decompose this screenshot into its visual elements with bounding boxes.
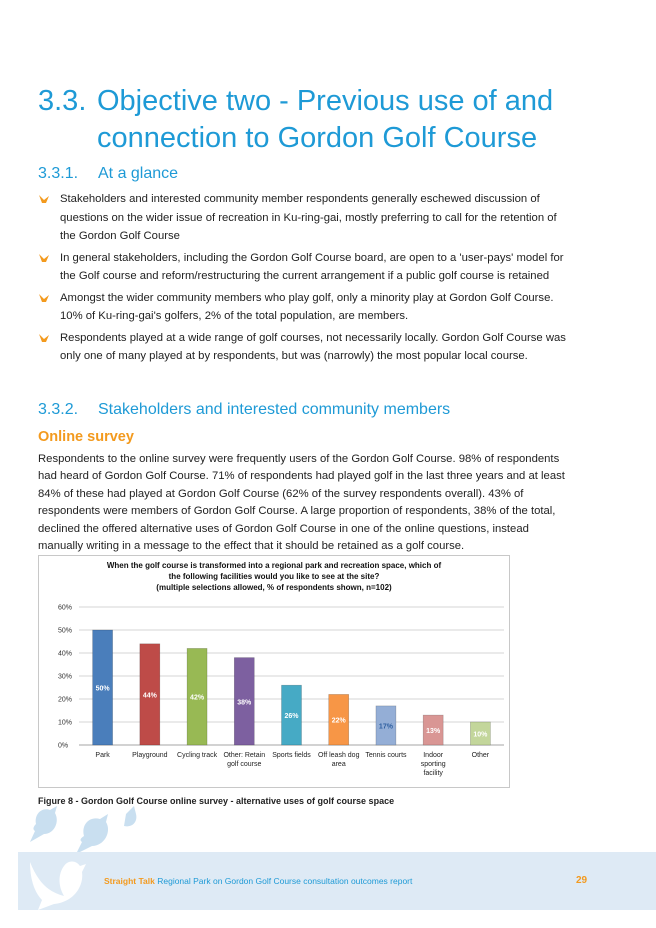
chart-x-tick-label: facility xyxy=(423,770,443,777)
chart-x-tick-label: Indoor xyxy=(423,752,444,759)
chart-y-tick-label: 0% xyxy=(58,742,69,750)
heading-line-2: connection to Gordon Golf Course xyxy=(97,122,538,154)
chart-container xyxy=(38,555,510,788)
chart-y-tick-label: 50% xyxy=(58,627,73,635)
chart-data-label: 50% xyxy=(95,685,110,693)
chart-data-label: 17% xyxy=(378,723,393,731)
chart-title xyxy=(107,561,442,592)
section-number: 3.3.1. xyxy=(38,165,79,182)
chart-bars xyxy=(93,630,491,745)
section-title: Stakeholders and interested community members xyxy=(98,401,451,418)
section-number: 3.3.2. xyxy=(38,401,79,418)
heading-number: 3.3. xyxy=(38,85,87,117)
bullet-item: Respondents played at a wide range of golf courses, not necessarily locally. Gordon Golf Course was only one of many played at by respondents, but was (narrowly) the most popular local course. xyxy=(38,329,608,366)
bullet-arrow-icon xyxy=(38,194,50,204)
figure-caption: Figure 8 - Gordon Golf Course online survey - alternative uses of golf course space xyxy=(38,796,395,806)
chart-x-tick-label: Other: Retain xyxy=(223,752,266,759)
chart-data-label: 10% xyxy=(473,731,488,739)
chart-y-tick-label: 10% xyxy=(58,719,73,727)
bullet-arrow-icon xyxy=(38,333,50,343)
section-title: At a glance xyxy=(98,165,179,182)
chart-data-label: 42% xyxy=(190,694,205,702)
page-number: 29 xyxy=(576,875,588,886)
chart-x-tick-label: Cycling track xyxy=(177,752,218,759)
chart-x-tick-label: sporting xyxy=(420,761,446,768)
chart-x-tick-label: area xyxy=(331,761,346,768)
chart-x-tick-label: Sports fields xyxy=(272,752,311,759)
chart-x-tick-label: golf course xyxy=(227,761,262,768)
chart-x-tick-label: Other xyxy=(471,752,490,759)
footer-brand: Straight Talk xyxy=(104,876,155,886)
chart-data-label: 38% xyxy=(237,699,252,707)
bullet-item: In general stakeholders, including the Gordon Golf Course board, are open to a 'user-pays' model for the Golf course and reform/restructuring the current arrangement if a public golf course is retained xyxy=(38,249,608,286)
chart-y-tick-label: 40% xyxy=(58,650,73,658)
section-heading-stakeholders xyxy=(38,401,450,419)
chart-y-axis xyxy=(58,605,72,750)
chart-data-label: 13% xyxy=(426,728,441,736)
bullet-arrow-icon xyxy=(38,253,50,263)
chart-data-label: 22% xyxy=(331,717,346,725)
bullet-arrow-icon xyxy=(38,293,50,303)
chart-x-tick-label: Tennis courts xyxy=(365,752,407,759)
bullet-item: Stakeholders and interested community member respondents generally eschewed discussion of questions on the wider issue of recreation in Ku-ring-gai, mostly preferring to call for the retention of the Gordon Golf Course xyxy=(38,190,608,246)
chart-x-tick-label: Playground xyxy=(132,752,168,759)
heading-line-1: Objective two - Previous use of and xyxy=(97,85,554,117)
body-paragraph: Respondents to the online survey were frequently users of the Gordon Golf Course. 98% of respondents had heard of Gordon Golf Course. 71% of respondents had played golf in the last three years and at least 84% of these had played at Gordon Golf Course (62% of the survey respondents overall). 43% of respondents were members of Gordon Golf Course. A large proportion of respondents, 38% of the total, declined the offered alternative uses of Gordon Golf Course in one of the online questions, instead manually writing in a message to the effect that it should be retained as a golf course. xyxy=(38,453,565,553)
footer-report-title: Regional Park on Gordon Golf Course consultation outcomes report xyxy=(154,876,413,886)
bullet-item: Amongst the wider community members who play golf, only a minority play at Gordon Golf Course. 10% of Ku-ring-gai's golfers, 2% of the total population, are members. xyxy=(38,289,608,326)
chart-x-tick-label: Off leash dog xyxy=(317,752,360,759)
chart-title-line: When the golf course is transformed into a regional park and recreation space, which of xyxy=(106,561,442,570)
subheading-online-survey: Online survey xyxy=(38,429,134,445)
chart-data-label: 44% xyxy=(142,692,157,700)
chart-title-line: (multiple selections allowed, % of respondents shown, n=102) xyxy=(156,583,392,592)
bird-decoration-icon xyxy=(24,798,144,858)
bar-chart xyxy=(39,556,509,787)
chart-y-tick-label: 60% xyxy=(58,604,73,612)
chart-y-tick-label: 20% xyxy=(58,696,73,704)
chart-x-axis xyxy=(95,752,489,777)
chart-title-line: the following facilities would you like to see at the site? xyxy=(168,572,380,581)
bullet-list xyxy=(38,190,608,369)
section-heading-at-a-glance xyxy=(38,165,178,183)
footer-bird-icon xyxy=(24,852,94,910)
chart-x-tick-label: Park xyxy=(95,752,110,759)
footer-title xyxy=(104,876,412,886)
chart-y-tick-label: 30% xyxy=(58,673,73,681)
chart-data-label: 26% xyxy=(284,713,299,721)
